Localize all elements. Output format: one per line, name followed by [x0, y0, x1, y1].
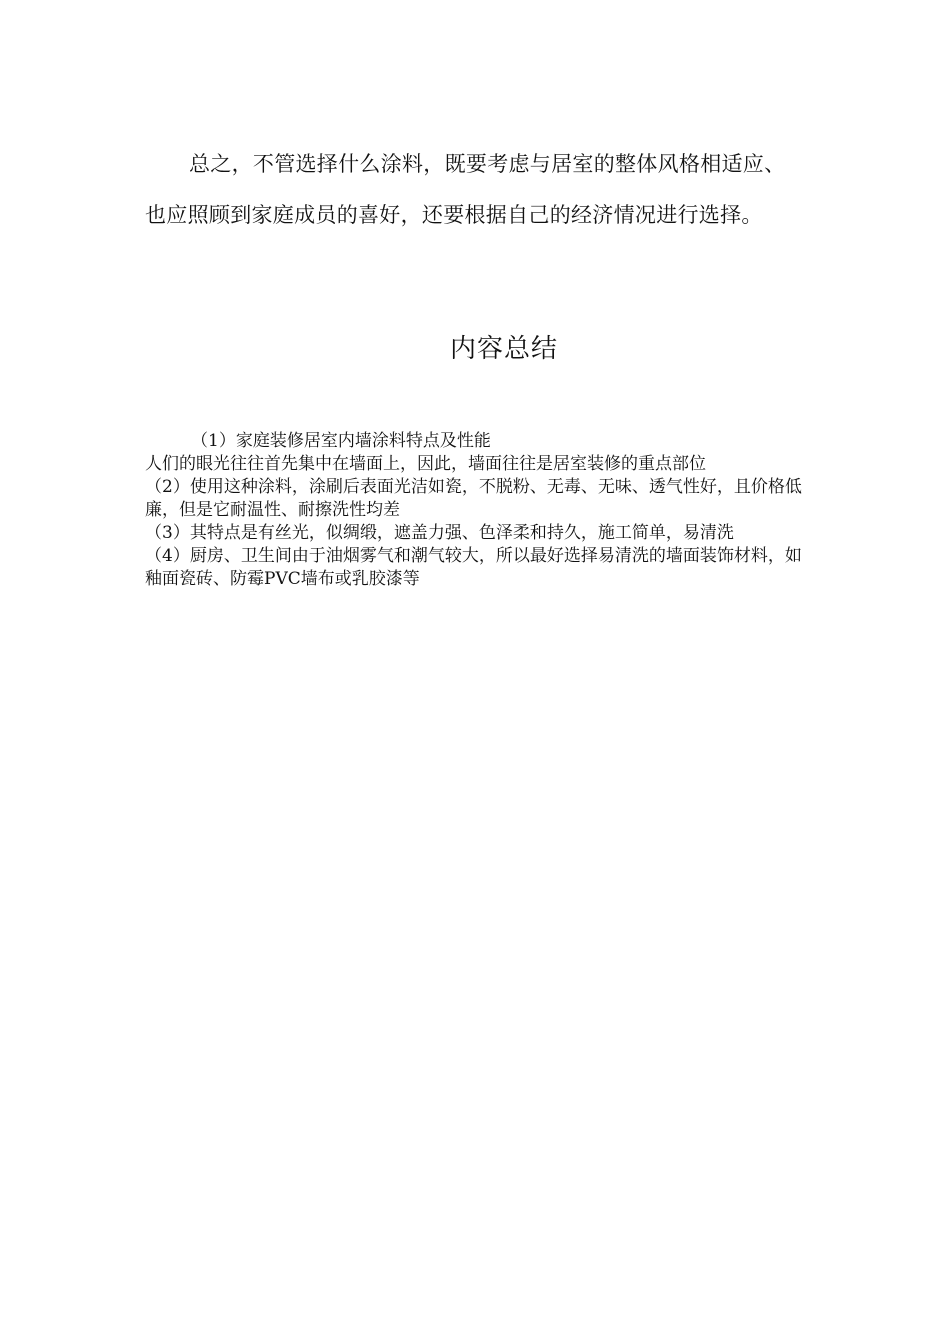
summary-title: 内容总结 — [449, 334, 558, 364]
summary-line-5: （4）厨房、卫生间由于油烟雾气和潮气较大，所以最好选择易清洗的墙面装饰材料，如釉面瓷砖、防霉PVC墙布或乳胶漆等 — [145, 546, 802, 589]
summary-line-3: （2）使用这种涂料，涂刷后表面光洁如瓷，不脱粉、无毒、无味、透气性好，且价格低廉，但是它耐温性、耐擦洗性均差 — [145, 477, 802, 520]
summary-line-2: 人们的眼光往往首先集中在墙面上，因此，墙面往往是居室装修的重点部位 — [145, 454, 706, 474]
summary-line-1: （1）家庭装修居室内墙涂料特点及性能 — [191, 431, 491, 451]
intro-paragraph: 总之，不管选择什么涂料，既要考虑与居室的整体风格相适应、也应照顾到家庭成员的喜好，还要根据自己的经济情况进行选择。 — [145, 152, 786, 227]
summary-body — [145, 430, 805, 591]
summary-line-4: （3）其特点是有丝光，似绸缎，遮盖力强、色泽柔和持久，施工简单，易清洗 — [145, 523, 734, 543]
